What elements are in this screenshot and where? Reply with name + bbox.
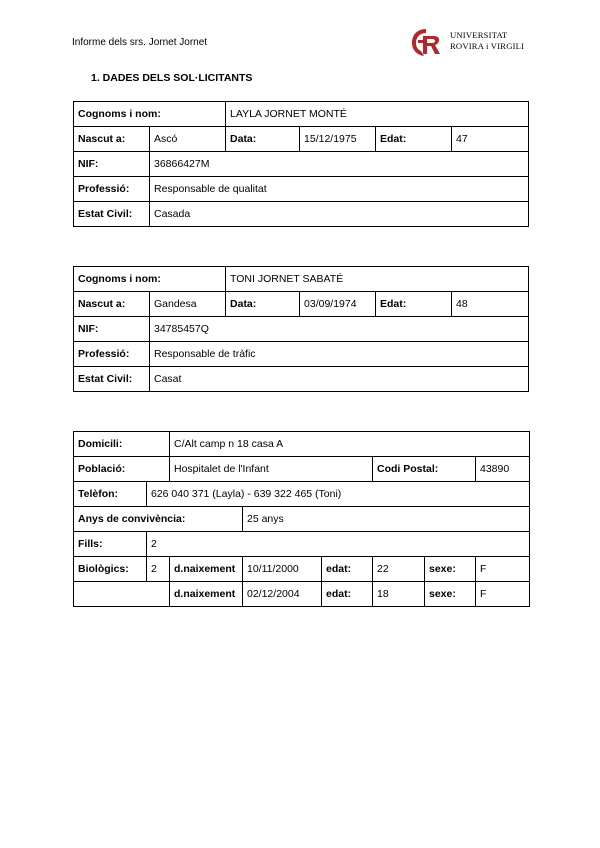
child-1-sex: F xyxy=(476,557,530,582)
children-label: Fills: xyxy=(74,532,147,557)
applicant-1-date: 15/12/1975 xyxy=(300,127,376,152)
age-label: Edat: xyxy=(376,127,452,152)
university-name-line1: UNIVERSITAT xyxy=(450,30,508,40)
birth-date-label: d.naixement xyxy=(170,582,243,607)
table-row xyxy=(74,432,530,457)
applicant-2-profession: Responsable de tràfic xyxy=(150,342,529,367)
birth-date-label: d.naixement xyxy=(170,557,243,582)
applicant-1-name: LAYLA JORNET MONTÉ xyxy=(226,102,529,127)
phone-label: Telèfon: xyxy=(74,482,147,507)
civil-status-label: Estat Civil: xyxy=(74,367,150,392)
profession-label: Professió: xyxy=(74,177,150,202)
applicant-2-age: 48 xyxy=(452,292,529,317)
date-label: Data: xyxy=(226,292,300,317)
biological-value: 2 xyxy=(147,557,170,582)
table-row xyxy=(74,342,529,367)
surnames-label: Cognoms i nom: xyxy=(74,102,226,127)
table-row xyxy=(74,582,530,607)
child-age-label: edat: xyxy=(322,582,373,607)
applicant-2-name: TONI JORNET SABATÉ xyxy=(226,267,529,292)
table-row xyxy=(74,507,530,532)
postcode-label: Codi Postal: xyxy=(373,457,476,482)
born-in-label: Nascut a: xyxy=(74,127,150,152)
table-row xyxy=(74,457,530,482)
table-row xyxy=(74,367,529,392)
table-row xyxy=(74,292,529,317)
table-row xyxy=(74,127,529,152)
years-together-label: Anys de convivència: xyxy=(74,507,243,532)
applicant-1-born-in: Ascó xyxy=(150,127,226,152)
child-2-age: 18 xyxy=(373,582,425,607)
age-label: Edat: xyxy=(376,292,452,317)
applicant-2-nif: 34785457Q xyxy=(150,317,529,342)
profession-label: Professió: xyxy=(74,342,150,367)
university-emblem-icon xyxy=(409,26,443,58)
table-row xyxy=(74,202,529,227)
nif-label: NIF: xyxy=(74,152,150,177)
years-together-value: 25 anys xyxy=(243,507,530,532)
address-label: Domicili: xyxy=(74,432,170,457)
phone-value: 626 040 371 (Layla) - 639 322 465 (Toni) xyxy=(147,482,530,507)
nif-label: NIF: xyxy=(74,317,150,342)
applicant-1-civil-status: Casada xyxy=(150,202,529,227)
table-row xyxy=(74,267,529,292)
table-row xyxy=(74,557,530,582)
postcode-value: 43890 xyxy=(476,457,530,482)
applicant-2-born-in: Gandesa xyxy=(150,292,226,317)
child-sex-label: sexe: xyxy=(425,557,476,582)
child-age-label: edat: xyxy=(322,557,373,582)
child-sex-label: sexe: xyxy=(425,582,476,607)
civil-status-label: Estat Civil: xyxy=(74,202,150,227)
children-value: 2 xyxy=(147,532,530,557)
table-row xyxy=(74,177,529,202)
applicant-2-civil-status: Casat xyxy=(150,367,529,392)
table-row xyxy=(74,317,529,342)
surnames-label: Cognoms i nom: xyxy=(74,267,226,292)
child-1-age: 22 xyxy=(373,557,425,582)
address-value: C/Alt camp n 18 casa A xyxy=(170,432,530,457)
university-name-line2: ROVIRA i VIRGILI xyxy=(450,41,525,51)
child-1-birth-date: 10/11/2000 xyxy=(243,557,322,582)
born-in-label: Nascut a: xyxy=(74,292,150,317)
town-value: Hospitalet de l'Infant xyxy=(170,457,373,482)
applicant-2-date: 03/09/1974 xyxy=(300,292,376,317)
table-row xyxy=(74,532,530,557)
child-2-sex: F xyxy=(476,582,530,607)
applicant-2-table xyxy=(73,266,529,392)
table-row xyxy=(74,482,530,507)
table-row xyxy=(74,152,529,177)
applicant-1-table xyxy=(73,101,529,227)
town-label: Població: xyxy=(74,457,170,482)
section-title: 1. DADES DELS SOL·LICITANTS xyxy=(91,72,253,84)
report-title: Informe dels srs. Jornet Jornet xyxy=(72,37,208,48)
child-2-birth-date: 02/12/2004 xyxy=(243,582,322,607)
table-row xyxy=(74,102,529,127)
empty-cell xyxy=(74,582,170,607)
applicant-1-profession: Responsable de qualitat xyxy=(150,177,529,202)
university-logo xyxy=(409,26,534,58)
date-label: Data: xyxy=(226,127,300,152)
applicant-1-age: 47 xyxy=(452,127,529,152)
applicant-1-nif: 36866427M xyxy=(150,152,529,177)
biological-label: Biològics: xyxy=(74,557,147,582)
household-table xyxy=(73,431,530,607)
